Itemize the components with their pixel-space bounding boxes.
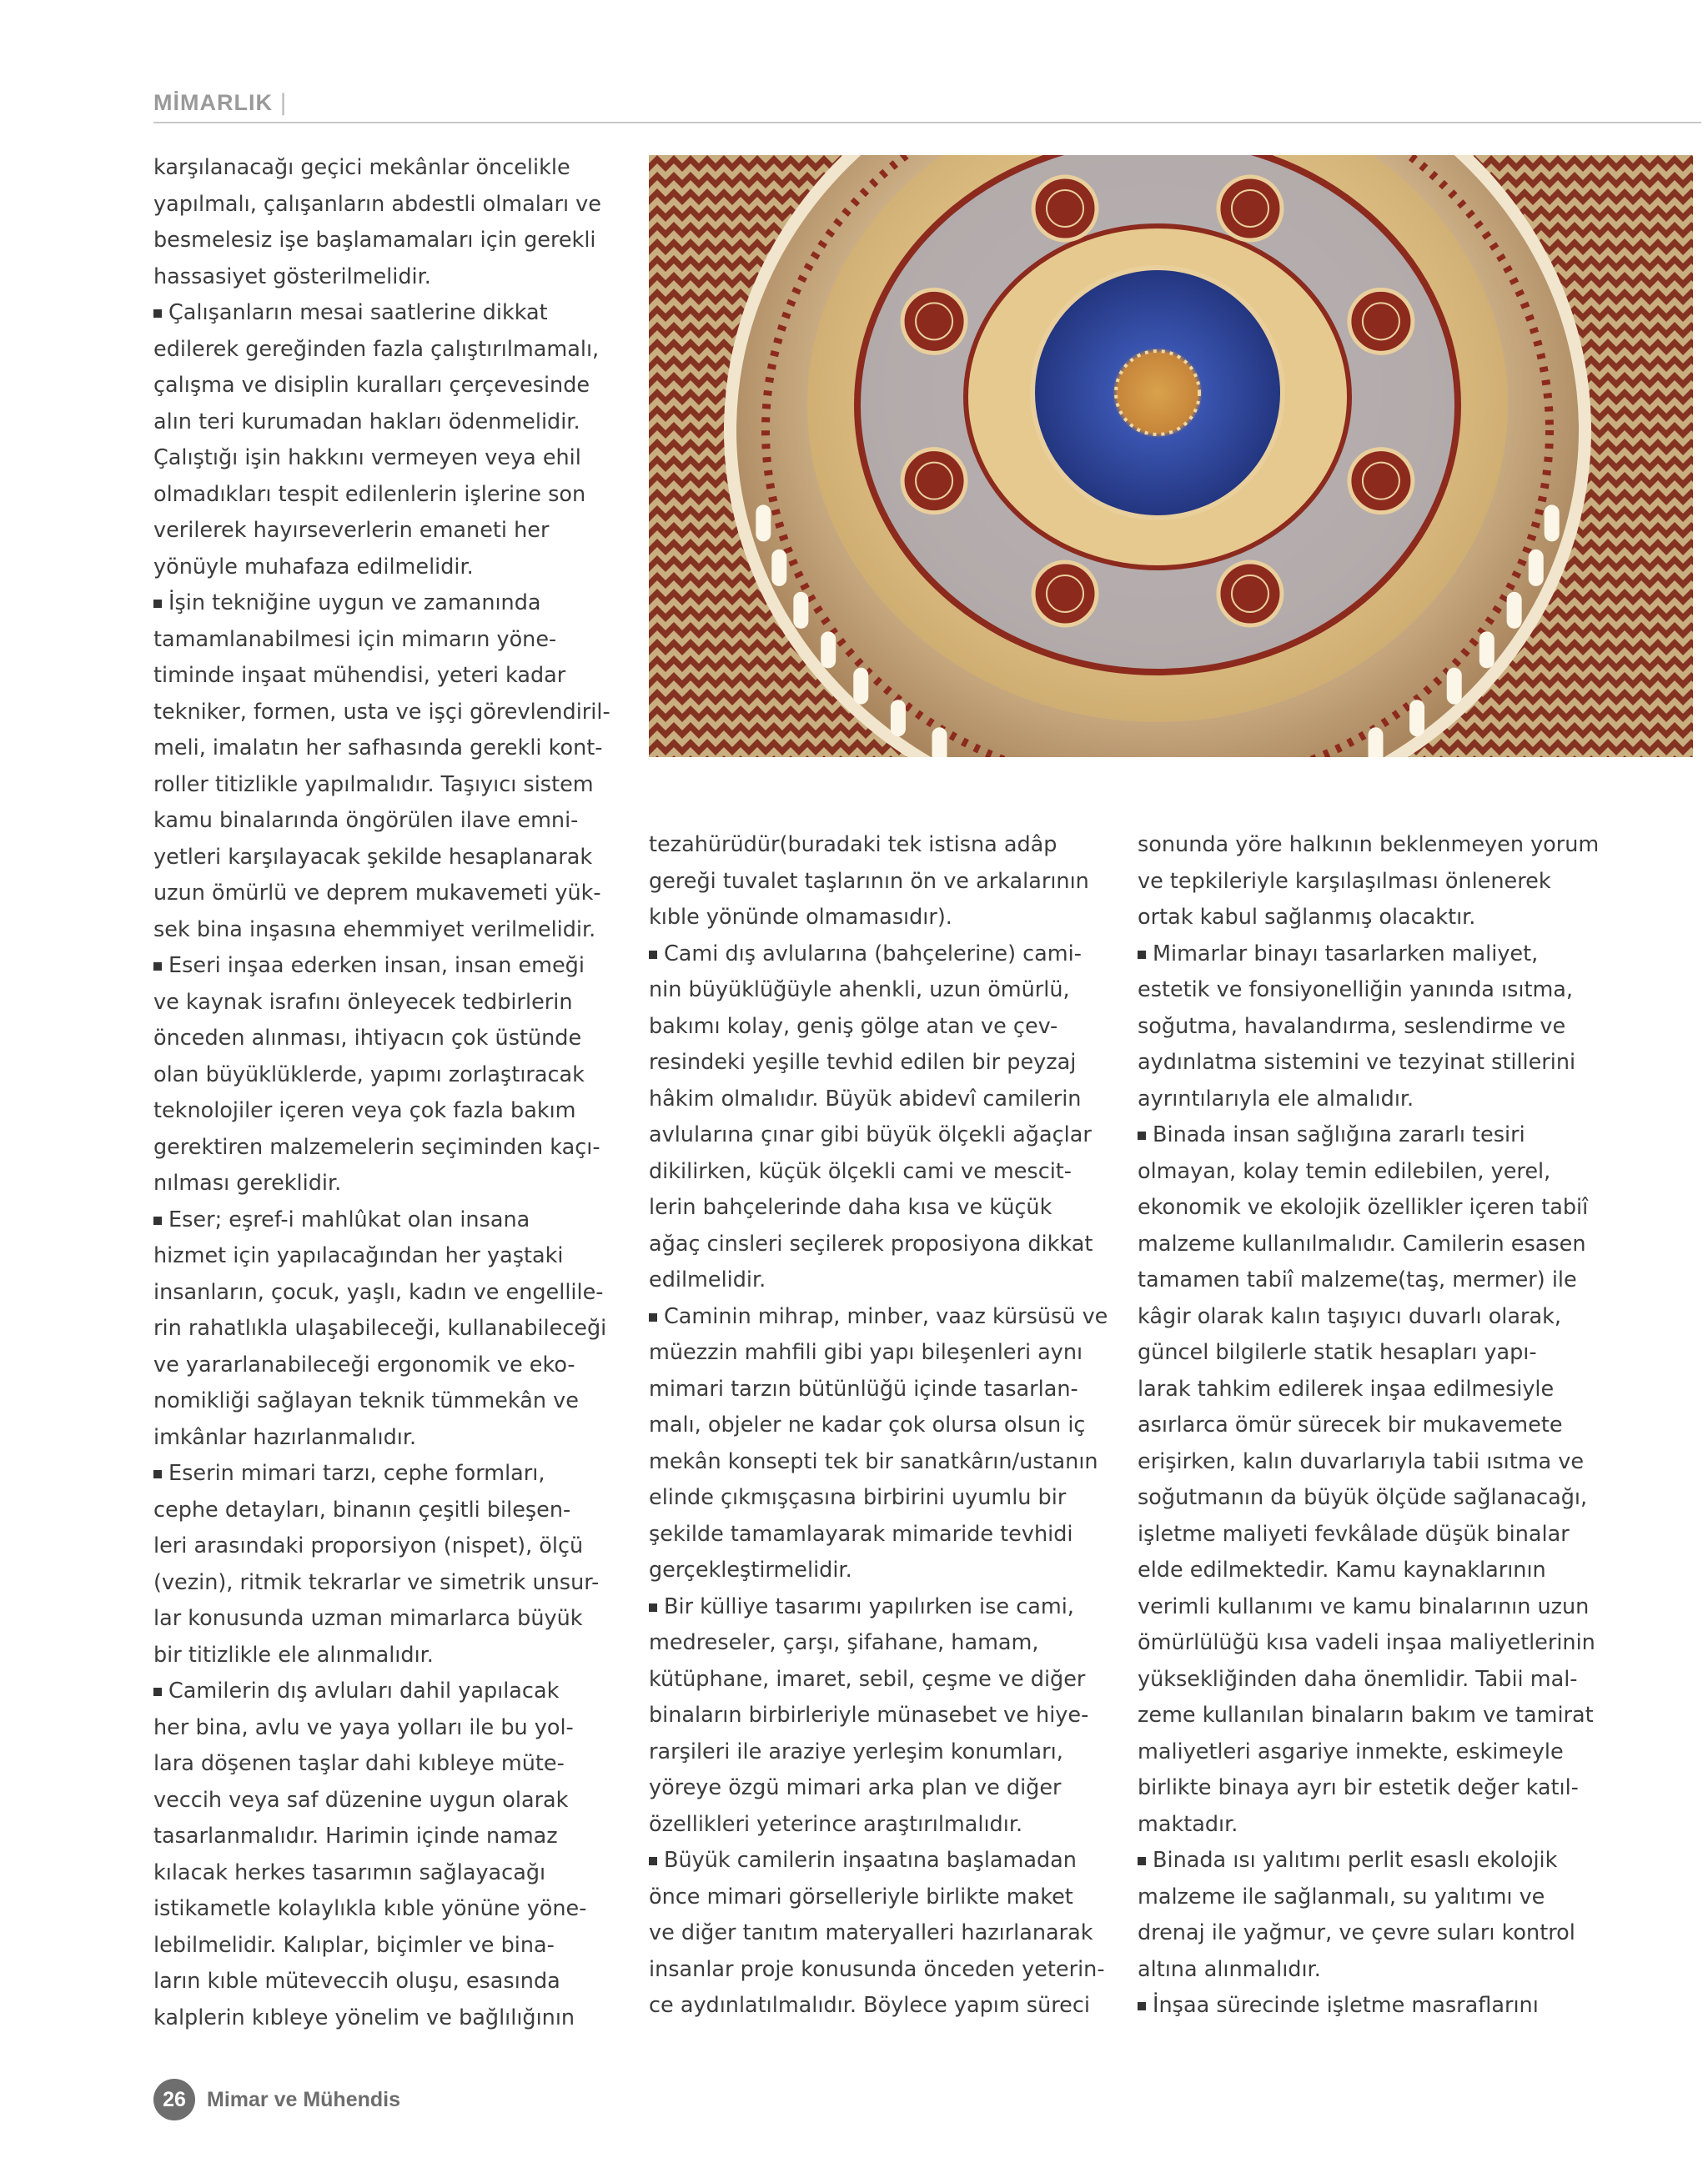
text-line-content: rarşileri ile araziye yerleşim konumları, — [649, 1739, 1063, 1764]
text-line — [649, 1734, 1063, 1771]
text-line-content: uzun ömürlü ve deprem mukavemeti yük- — [153, 881, 601, 906]
text-line — [1138, 827, 1600, 864]
dome-window — [1447, 668, 1462, 705]
dome-window — [756, 504, 771, 541]
text-line — [153, 187, 601, 223]
text-line — [649, 1843, 1077, 1879]
page-header — [153, 90, 1701, 123]
text-line — [649, 1262, 1057, 1299]
header-separator: | — [279, 90, 288, 116]
text-line — [649, 1517, 1073, 1553]
text-line — [649, 864, 1089, 901]
text-line — [1138, 1807, 1571, 1844]
text-line — [153, 1710, 574, 1747]
text-line-content: İşin tekniğine uygun ve zamanında — [168, 590, 541, 615]
text-line-content: estetik ve fonsiyonelliğin yanında ısıtma, — [1138, 977, 1574, 1002]
text-line — [649, 972, 1070, 1009]
text-line — [649, 1988, 1090, 2025]
text-line — [649, 1589, 1074, 1626]
text-line — [1138, 1988, 1571, 2025]
text-line-content: dikilirken, küçük ölçekli cami ve mescit- — [649, 1158, 1073, 1184]
text-line-content: ve tepkileriyle karşılaşılması önlenerek — [1138, 868, 1551, 894]
text-line — [153, 840, 593, 876]
dome-medallion — [1218, 177, 1282, 240]
text-line — [1138, 1480, 1588, 1517]
bullet-square-icon — [153, 600, 162, 608]
text-line-content: meli, imalatın her safhasında gerekli kont- — [153, 735, 603, 760]
text-line — [1138, 1335, 1571, 1372]
text-line — [649, 1915, 1093, 1952]
text-line-content: önceden alınması, ihtiyacın çok üstünde — [153, 1026, 582, 1051]
text-line-content: ve kaynak israfını önleyecek tedbirlerin — [153, 989, 573, 1015]
text-line — [153, 912, 596, 949]
text-line-content: kalplerin kıbleye yönelim ve bağlılığının — [153, 2005, 575, 2030]
dome-window — [1529, 550, 1544, 586]
text-line-content: cephe detayları, binanın çeşitli bileşen- — [153, 1497, 571, 1523]
text-line — [153, 2000, 575, 2037]
text-line-content: ayrıntılarıyla ele almalıdır. — [1138, 1086, 1414, 1112]
text-line — [649, 1662, 1086, 1699]
text-line — [153, 1819, 570, 1855]
dome-window — [771, 550, 786, 586]
text-line — [649, 1770, 1062, 1807]
text-line-content: Binada ısı yalıtımı perlit esaslı ekolojik — [1153, 1848, 1558, 1873]
text-line — [649, 1227, 1093, 1263]
text-column-2 — [649, 827, 1108, 2025]
bullet-square-icon — [153, 309, 162, 318]
text-line — [153, 1311, 607, 1347]
bullet-square-icon — [649, 1857, 657, 1865]
text-line-content: veccih veya saf düzenine uygun olarak — [153, 1787, 569, 1813]
text-line-content: ve yararlanabileceği ergonomik ve eko- — [153, 1352, 575, 1378]
text-line-content: Eserin mimari tarzı, cephe formları, — [168, 1461, 545, 1486]
text-line — [649, 1480, 1067, 1517]
text-line-content: mimari tarzın bütünlüğü içinde tasarlan- — [649, 1376, 1078, 1402]
text-line-content: Camilerin dış avluları dahil yapılacak — [168, 1679, 560, 1704]
text-line-content: Caminin mihrap, minber, vaaz kürsüsü ve — [664, 1303, 1108, 1329]
text-line — [649, 1952, 1105, 1989]
text-line — [153, 948, 585, 985]
text-line — [153, 585, 570, 622]
text-line — [153, 440, 581, 477]
text-line — [649, 1117, 1092, 1154]
text-line — [649, 1372, 1078, 1408]
text-line-content: tekniker, formen, usta ve işçi görevlendiril- — [153, 699, 610, 725]
dome-medallion — [902, 449, 966, 513]
text-line — [649, 1154, 1073, 1191]
text-line-content: elde edilmektedir. Kamu kaynaklarının — [1138, 1558, 1546, 1583]
text-line-content: istikametle kolaylıkla kıble yönüne yöne- — [153, 1896, 587, 1921]
text-line-content: bir titizlikle ele alınmalıdır. — [153, 1642, 434, 1668]
text-line-content: mekân konsepti tek bir sanatkârın/ustanın — [649, 1448, 1098, 1474]
header-rule — [153, 122, 1701, 123]
bullet-square-icon — [649, 1603, 657, 1612]
text-line-content: soğutmanın da büyük ölçüde sağlanacağı, — [1138, 1485, 1588, 1510]
text-line-content: lerin bahçelerinde daha kısa ve küçük — [649, 1195, 1052, 1220]
text-line-content: Eseri inşaa ederken insan, insan emeği — [168, 953, 585, 978]
text-line — [153, 1021, 582, 1057]
dome-window — [1368, 727, 1383, 757]
text-line-content: resindeki yeşille tevhid edilen bir peyzaj — [649, 1050, 1077, 1075]
text-line — [1138, 1117, 1571, 1154]
text-line-content: kamu binalarında öngörülen ilave emni- — [153, 808, 579, 833]
text-line — [153, 1964, 570, 2000]
magazine-title: Mimar ve Mühendis — [207, 2088, 400, 2111]
text-line — [153, 695, 610, 731]
text-line — [1138, 1879, 1571, 1916]
page-number-badge: 26 — [153, 2079, 195, 2120]
text-line — [153, 658, 570, 695]
text-line — [153, 1855, 570, 1892]
text-line — [649, 1299, 1108, 1336]
text-line — [1138, 1915, 1575, 1952]
text-line-content: tezahürüdür(buradaki tek istisna adâp — [649, 832, 1057, 857]
text-line-content: edilerek gereğinden fazla çalıştırılmamalı, — [153, 336, 600, 362]
text-line — [1138, 936, 1571, 973]
text-line-content: lebilmelidir. Kalıplar, biçimler ve bina- — [153, 1932, 555, 1958]
text-line-content: ların kıble müteveccih oluşu, esasında — [153, 1969, 560, 1994]
text-line-content: besmelesiz işe başlamamaları için gerekli — [153, 228, 596, 253]
dome-window — [1409, 700, 1424, 736]
text-line-content: roller titizlikle yapılmalıdır. Taşıyıcı sistem — [153, 771, 594, 797]
text-line — [153, 1891, 587, 1928]
text-line — [153, 1130, 600, 1167]
text-line-content: verimli kullanımı ve kamu binalarının uzun — [1138, 1593, 1590, 1619]
dome-medallion — [902, 289, 966, 353]
text-line — [1138, 1553, 1571, 1589]
text-line — [153, 550, 570, 586]
text-line-content: Çalışanların mesai saatlerine dikkat — [168, 300, 548, 325]
dome-illustration — [649, 155, 1693, 757]
text-line — [1138, 1408, 1571, 1444]
text-line-content: müezzin mahfili gibi yapı bileşenleri aynı — [649, 1340, 1083, 1365]
text-line — [153, 1783, 570, 1819]
text-line-content: çalışma ve disiplin kuralları çerçevesinde — [153, 373, 590, 398]
text-line — [1138, 1843, 1571, 1879]
text-line-content: lara döşenen taşlar dahi kıbleye müte- — [153, 1751, 565, 1776]
text-line-content: sek bina inşasına ehemmiyet verilmelidir. — [153, 916, 596, 942]
text-line-content: bakımı kolay, geniş gölge atan ve çev- — [649, 1013, 1058, 1039]
text-line — [1138, 1517, 1571, 1553]
bullet-square-icon — [1138, 1132, 1146, 1140]
dome-window — [891, 700, 906, 736]
text-line-content: işletme maliyeti fevkâlade düşük binalar — [1138, 1521, 1570, 1547]
text-line — [153, 513, 570, 550]
text-line — [1138, 1589, 1590, 1626]
dome-window — [932, 727, 947, 757]
text-line-content: Cami dış avlularına (bahçelerine) cami- — [664, 941, 1082, 966]
text-line-content: ce aydınlatılmalıdır. Böylece yapım süreci — [649, 1993, 1090, 2018]
bullet-square-icon — [153, 1470, 162, 1478]
text-line-content: (vezin), ritmik tekrarlar ve simetrik unsur- — [153, 1569, 600, 1595]
text-line — [1138, 1444, 1585, 1481]
text-line-content: olmadıkları tespit edilenlerin işlerine son — [153, 481, 586, 507]
text-line — [1138, 1154, 1571, 1191]
text-line-content: Mimarlar binayı tasarlarken maliyet, — [1153, 941, 1539, 966]
text-line-content: Bir külliye tasarımı yapılırken ise cami, — [664, 1593, 1074, 1619]
text-line-content: verilerek hayırseverlerin emaneti her — [153, 518, 550, 543]
text-line-content: insanların, çocuk, yaşlı, kadın ve engellile- — [153, 1279, 604, 1305]
text-line — [1138, 864, 1571, 901]
text-line-content: leri arasındaki proporsiyon (nispet), ölçü — [153, 1533, 584, 1558]
dome-window — [1479, 631, 1494, 668]
text-line — [153, 1347, 575, 1384]
text-line — [153, 1528, 584, 1565]
dome-window — [853, 668, 868, 705]
dome-medallion — [1349, 449, 1413, 513]
text-line-content: lar konusunda uzman mimarlarca büyük — [153, 1606, 583, 1631]
text-line-content: birlikte binaya ayrı bir estetik değer katıl- — [1138, 1775, 1579, 1800]
text-line-content: olan büyüklüklerde, yapımı zorlaştıracak — [153, 1061, 585, 1087]
text-line-content: tamamlanabilmesi için mimarın yöne- — [153, 626, 557, 652]
text-line-content: tamamen tabiî malzeme(taş, mermer) ile — [1138, 1267, 1577, 1292]
text-line — [649, 1009, 1057, 1046]
text-line — [153, 1928, 570, 1965]
text-line — [153, 1638, 570, 1674]
text-line — [1138, 1227, 1586, 1263]
text-line — [153, 150, 570, 187]
text-line — [153, 477, 586, 514]
dome-window — [821, 631, 836, 668]
text-line-content: yapılmalı, çalışanların abdestli olmaları ve — [153, 191, 601, 217]
text-line — [649, 1408, 1086, 1444]
text-line — [153, 876, 601, 912]
dome-medallion — [1033, 177, 1097, 240]
bullet-square-icon — [1138, 951, 1146, 959]
text-line — [153, 767, 594, 804]
text-line-content: timinde inşaat mühendisi, yeteri kadar — [153, 663, 566, 688]
text-line-content: ortak kabul sağlanmış olacaktır. — [1138, 905, 1476, 930]
text-line — [153, 223, 596, 259]
text-line-content: yüksekliğinden daha önemlidir. Tabii mal- — [1138, 1666, 1578, 1692]
text-line — [153, 1493, 570, 1529]
text-line — [153, 1456, 570, 1493]
text-line — [1138, 1734, 1571, 1771]
text-line-content: Binada insan sağlığına zararlı tesiri — [1153, 1122, 1525, 1147]
text-line-content: larak tahkim edilerek inşaa edilmesiyle — [1138, 1376, 1555, 1402]
text-line — [649, 1045, 1077, 1081]
text-line — [1138, 1952, 1571, 1989]
text-line — [1138, 1299, 1571, 1336]
text-line — [153, 622, 570, 659]
text-line — [649, 1553, 1057, 1589]
text-line-content: Çalıştığı işin hakkını vermeyen veya ehil — [153, 445, 581, 470]
text-line-content: altına alınmalıdır. — [1138, 1956, 1321, 1982]
text-line-content: zeme kullanılan binaların bakım ve tamirat — [1138, 1703, 1594, 1728]
text-line — [153, 730, 603, 767]
text-line — [1138, 1009, 1571, 1046]
text-line — [1138, 900, 1571, 936]
text-line — [153, 1601, 583, 1638]
text-line-content: asırlarca ömür sürecek bir mukavemete — [1138, 1413, 1563, 1438]
text-line — [153, 1057, 585, 1094]
text-line — [153, 404, 580, 441]
text-line-content: tasarlanmalıdır. Harimin içinde namaz — [153, 1824, 558, 1849]
text-line-content: imkânlar hazırlanmalıdır. — [153, 1424, 417, 1450]
text-line-content: insanlar proje konusunda önceden yeterin- — [649, 1956, 1105, 1982]
text-line — [649, 1081, 1082, 1118]
bullet-square-icon — [1138, 2002, 1146, 2010]
text-line-content: teknolojiler içeren veya çok fazla bakım — [153, 1098, 576, 1123]
text-line-content: gereği tuvalet taşlarının ön ve arkalarının — [649, 868, 1089, 894]
dome-medallion — [1033, 562, 1097, 625]
bullet-square-icon — [649, 951, 657, 959]
text-column-3 — [1138, 827, 1600, 2025]
text-line — [1138, 1262, 1577, 1299]
text-line — [1138, 972, 1574, 1009]
text-line-content: her bina, avlu ve yaya yolları ile bu yol- — [153, 1714, 574, 1740]
text-line — [1138, 1372, 1571, 1408]
text-line — [153, 803, 579, 840]
text-line-content: olmayan, kolay temin edilebilen, yerel, — [1138, 1158, 1551, 1184]
text-line-content: ağaç cinsleri seçilerek proposiyona dikkat — [649, 1231, 1093, 1257]
text-line-content: aydınlatma sistemini ve tezyinat stillerini — [1138, 1050, 1576, 1075]
bullet-square-icon — [153, 962, 162, 971]
text-line — [153, 985, 573, 1021]
text-line — [649, 936, 1082, 973]
bullet-square-icon — [649, 1313, 657, 1322]
text-line — [153, 1420, 570, 1457]
text-line — [153, 1674, 570, 1710]
text-line-content: önce mimari görselleriyle birlikte maket — [649, 1884, 1073, 1910]
text-line — [153, 1238, 570, 1275]
text-line-content: avlularına çınar gibi büyük ölçekli ağaçlar — [649, 1122, 1092, 1147]
dome-window — [793, 592, 808, 629]
text-line — [153, 1746, 570, 1783]
text-line — [153, 259, 570, 296]
text-line-content: drenaj ile yağmur, ve çevre suları kontrol — [1138, 1920, 1575, 1945]
text-line-content: sonunda yöre halkının beklenmeyen yorum — [1138, 832, 1600, 857]
text-line-content: medreseler, çarşı, şifahane, hamam, — [649, 1630, 1039, 1655]
text-line-content: hizmet için yapılacağından her yaştaki — [153, 1243, 564, 1268]
text-line — [1138, 1190, 1589, 1227]
text-line-content: nomikliği sağlayan teknik tümmekân ve — [153, 1388, 579, 1413]
text-line — [649, 1807, 1057, 1844]
text-line — [1138, 1625, 1595, 1662]
text-line — [649, 1190, 1057, 1227]
text-line — [153, 332, 600, 369]
text-line — [649, 900, 1057, 936]
text-line — [153, 1275, 604, 1312]
text-line-content: güncel bilgilerle statik hesapları yapı- — [1138, 1340, 1537, 1365]
text-line — [153, 1093, 576, 1130]
text-line-content: hâkim olmalıdır. Büyük abidevî camilerin — [649, 1086, 1082, 1112]
text-line-content: soğutma, havalandırma, seslendirme ve — [1138, 1013, 1566, 1039]
bullet-square-icon — [153, 1688, 162, 1696]
text-line-content: yetleri karşılayacak şekilde hesaplanarak — [153, 844, 593, 870]
text-line — [649, 1335, 1083, 1372]
text-line-content: alın teri kurumadan hakları ödenmelidir. — [153, 409, 580, 434]
text-line — [153, 1383, 579, 1420]
text-line-content: kütüphane, imaret, sebil, çeşme ve diğer — [649, 1666, 1086, 1692]
text-line-content: maliyetleri asgariye inmekte, eskimeyle — [1138, 1739, 1564, 1764]
text-line — [1138, 1081, 1571, 1118]
dome-window — [1507, 592, 1522, 629]
text-line-content: elinde çıkmışçasına birbirini uyumlu bir — [649, 1485, 1067, 1510]
mosque-dome-photo — [649, 155, 1693, 757]
text-line-content: şekilde tamamlayarak mimaride tevhidi — [649, 1521, 1073, 1547]
text-line-content: ve diğer tanıtım materyalleri hazırlanarak — [649, 1920, 1093, 1945]
text-line-content: kılacak herkes tasarımın sağlayacağı — [153, 1859, 546, 1885]
text-line-content: karşılanacağı geçici mekânlar öncelikle — [153, 155, 570, 180]
text-line-content: malzeme kullanılmalıdır. Camilerin esasen — [1138, 1231, 1586, 1257]
text-line-content: malı, objeler ne kadar çok olursa olsun iç — [649, 1413, 1086, 1438]
text-line-content: maktadır. — [1138, 1811, 1238, 1837]
text-line-content: ömürlülüğü kısa vadeli inşaa maliyetlerinin — [1138, 1630, 1595, 1655]
text-line-content: hassasiyet gösterilmelidir. — [153, 263, 431, 289]
dome-medallion — [1349, 289, 1413, 353]
text-line — [153, 295, 570, 332]
text-line — [153, 368, 590, 404]
section-label: MİMARLIK — [153, 90, 273, 115]
text-line-content: yönüyle muhafaza edilmelidir. — [153, 554, 474, 580]
text-line — [649, 827, 1057, 864]
text-line-content: rin rahatlıkla ulaşabileceği, kullanabileceği — [153, 1316, 607, 1341]
dome-window — [1545, 504, 1560, 541]
text-line — [649, 1444, 1098, 1481]
bullet-square-icon — [1138, 1857, 1146, 1865]
text-line-content: edilmelidir. — [649, 1267, 766, 1292]
text-line-content: kıble yönünde olmamasıdır). — [649, 905, 952, 930]
text-line-content: Büyük camilerin inşaatına başlamadan — [664, 1848, 1077, 1873]
text-line-content: Eser; eşref-i mahlûkat olan insana — [168, 1207, 530, 1232]
text-line-content: özellikleri yeterince araştırılmalıdır. — [649, 1811, 1023, 1837]
text-line-content: kâgir olarak kalın taşıyıcı duvarlı olarak, — [1138, 1303, 1561, 1329]
text-line — [1138, 1662, 1578, 1699]
text-column-1 — [153, 150, 610, 2036]
dome-medallion — [1218, 562, 1282, 625]
text-line-content: ekonomik ve ekolojik özellikler içeren tabiî — [1138, 1195, 1589, 1220]
text-line-content: erişirken, kalın duvarlarıyla tabii ısıtma ve — [1138, 1448, 1585, 1474]
bullet-square-icon — [153, 1217, 162, 1225]
text-line — [1138, 1770, 1579, 1807]
text-line — [1138, 1045, 1576, 1081]
text-line-content: yöreye özgü mimari arka plan ve diğer — [649, 1775, 1062, 1800]
text-line — [153, 1202, 570, 1239]
text-line — [649, 1625, 1057, 1662]
text-line — [153, 1166, 570, 1202]
text-line-content: nılması gereklidir. — [153, 1171, 342, 1196]
text-line — [1138, 1698, 1594, 1734]
text-line — [649, 1879, 1073, 1916]
text-line — [649, 1698, 1089, 1734]
text-line-content: malzeme ile sağlanmalı, su yalıtımı ve — [1138, 1884, 1545, 1910]
text-line-content: nin büyüklüğüyle ahenkli, uzun ömürlü, — [649, 977, 1070, 1002]
text-line-content: İnşaa sürecinde işletme masraflarını — [1153, 1993, 1539, 2018]
text-line — [153, 1565, 600, 1602]
text-line-content: binaların birbirleriyle münasebet ve hiye- — [649, 1703, 1089, 1728]
text-line-content: gerektiren malzemelerin seçiminden kaçı- — [153, 1134, 600, 1160]
text-line-content: gerçekleştirmelidir. — [649, 1558, 852, 1583]
